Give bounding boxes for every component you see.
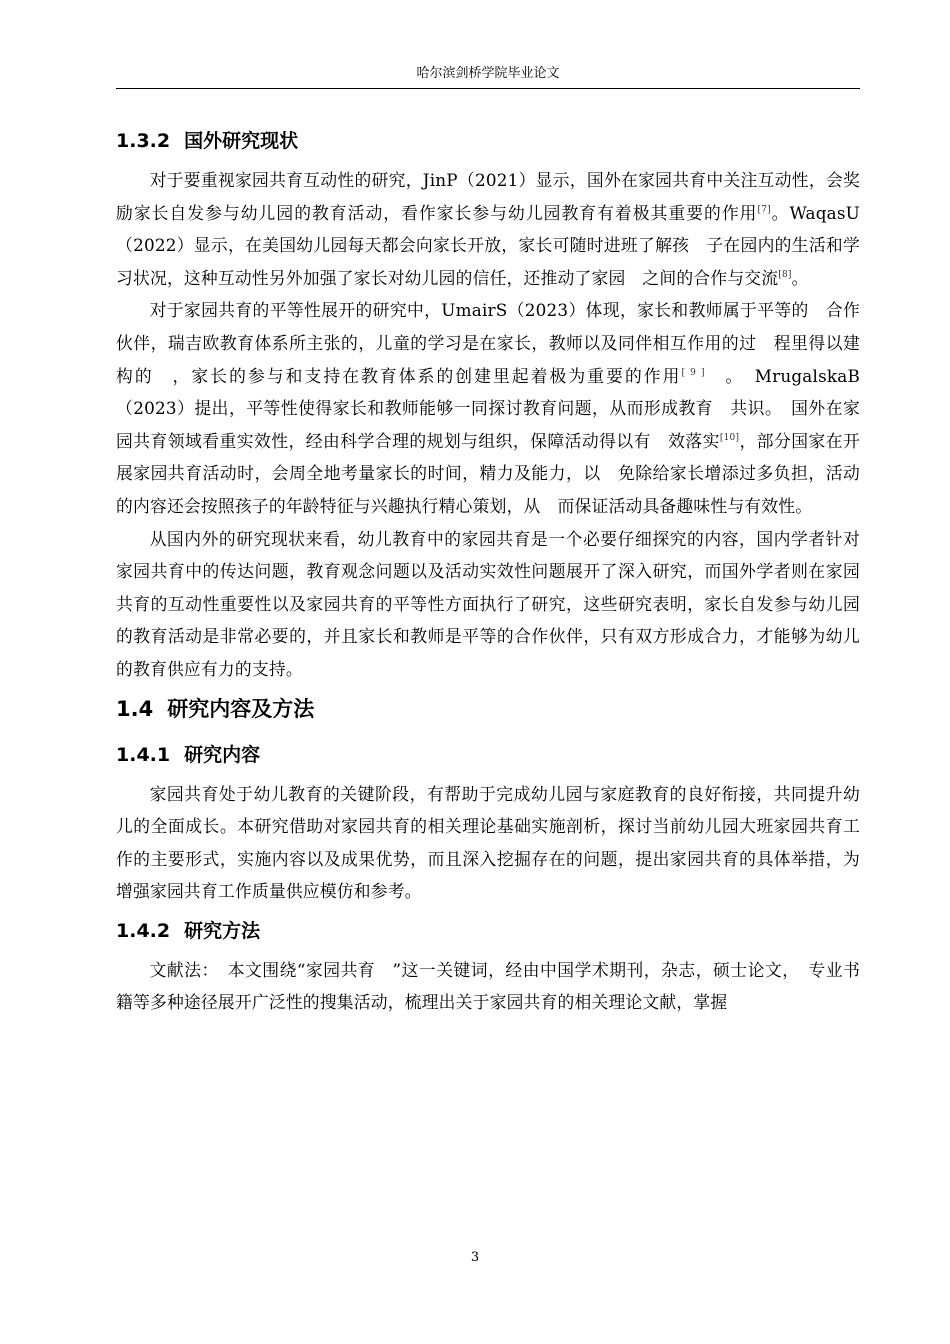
paragraph-text: 。WaqasU（2022）显示，在美国幼儿园每天都会向家长开放，家长可随时进班了解孩 子在园内的生活和学习状况，这种互动性另外加强了家长对幼儿园的信任，还推动了家园 之间的合作与交流: [116, 202, 860, 288]
citation-ref: [10]: [719, 432, 740, 443]
heading-number: 1.4.2: [116, 919, 171, 942]
heading-number: 1.4: [116, 696, 154, 721]
paragraph-text: ，部分国家在开展家园共育活动时，会周全地考量家长的时间，精力及能力，以 免除给家长增添过多负担，活动的内容还会按照孩子的年龄特征与兴趣执行精心策划，从 而保证活动具备趣味性与有效性。: [116, 430, 860, 516]
citation-ref: [7]: [757, 204, 771, 215]
page-header: 哈尔滨剑桥学院毕业论文: [116, 64, 860, 89]
document-body: [116, 118, 860, 1019]
paragraph-text: 对于家园共育的平等性展开的研究中，UmairS（2023）体现，家长和教师属于平等的 合作伙伴，瑞吉欧教育体系所主张的，儿童的学习是在家长，教师以及同伴相互作用的过 程里得以建构的 ，家长的参与和支持在教育体系的创建里起着极为重要的作用: [116, 300, 860, 386]
paragraph-equality: [116, 294, 860, 522]
heading-title: 研究内容: [184, 743, 261, 766]
paragraph-text: 对于要重视家园共育互动性的研究，JinP（2021）显示，国外在家园共育中关注互动性，会奖励家长自发参与幼儿园的教育活动，看作家长参与幼儿园教育有着极其重要的作用: [116, 170, 860, 223]
heading-title: 研究内容及方法: [167, 696, 315, 721]
citation-ref: [ 9 ]: [681, 367, 705, 378]
paragraph-research-content: 家园共育处于幼儿教育的关键阶段，有帮助于完成幼儿园与家庭教育的良好衔接，共同提升幼儿的全面成长。本研究借助对家园共育的相关理论基础实施剖析，探讨当前幼儿园大班家园共育工作的主要形式，实施内容以及成果优势，而且深入挖掘存在的问题，提出家园共育的具体举措，为增强家园共育工作质量供应模仿和参考。: [116, 783, 860, 902]
paragraph-text: 。 MrugalskaB（2023）提出，平等性使得家长和教师能够一同探讨教育问题，从而形成教育 共识。 国外在家园共育领域看重实效性，经由科学合理的规划与组织，保障活动得以有 效落实: [116, 365, 860, 451]
page-number: 3: [470, 1250, 480, 1265]
paragraph-literature-method: 文献法： 本文围绕“家园共育 ”这一关键词，经由中国学术期刊，杂志，硕士论文， 专业书籍等多种途径展开广泛性的搜集活动，梳理出关于家园共育的相关理论文献，掌握: [116, 959, 860, 1013]
heading-1-3-2: [116, 118, 860, 164]
paragraph-interaction: [116, 164, 860, 294]
heading-number: 1.4.1: [116, 743, 171, 766]
heading-1-4: [116, 686, 860, 732]
paragraph-text: 。: [791, 267, 809, 288]
heading-1-4-2: [116, 908, 860, 954]
paragraph-summary: 从国内外的研究现状来看，幼儿教育中的家园共育是一个必要仔细探究的内容，国内学者针对家园共育中的传达问题，教育观念问题以及活动实效性问题展开了深入研究，而国外学者则在家园共育的互动性重要性以及家园共育的平等性方面执行了研究，这些研究表明，家长自发参与幼儿园的教育活动是非常必要的，并且家长和教师是平等的合作伙伴，只有双方形成合力，才能够为幼儿的教育供应有力的支持。: [116, 528, 860, 679]
heading-title: 国外研究现状: [184, 130, 299, 152]
heading-number: 1.3.2: [116, 130, 171, 152]
heading-title: 研究方法: [184, 919, 261, 942]
citation-ref: [8]: [778, 269, 792, 280]
heading-1-4-1: [116, 732, 860, 778]
